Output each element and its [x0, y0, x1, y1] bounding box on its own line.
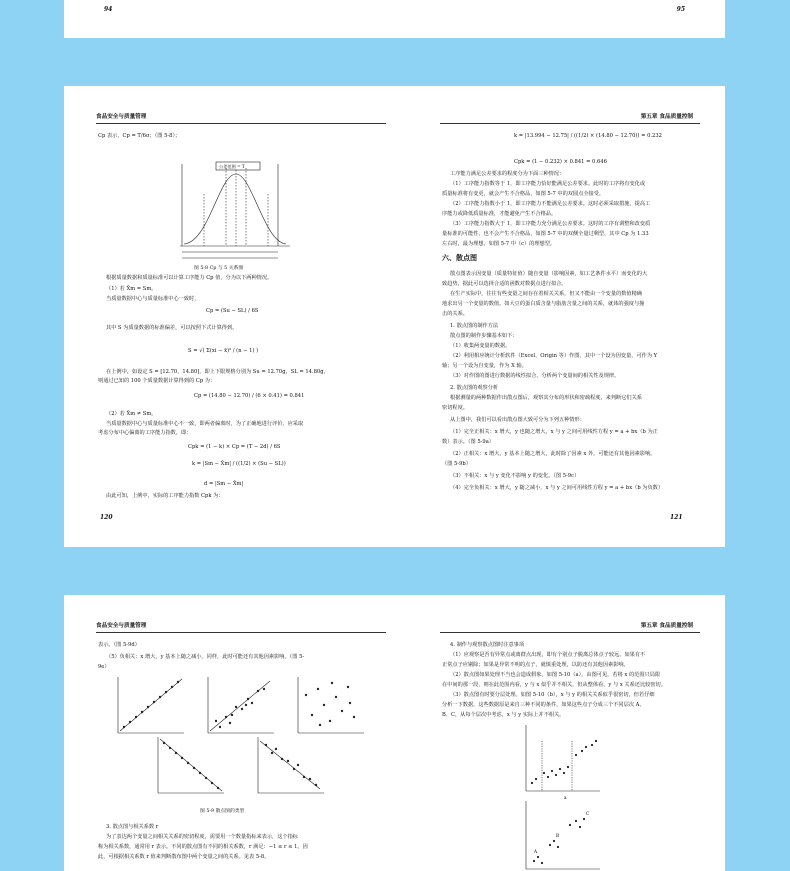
- right-formula-0: k = |13.994 − 12.75| / ((1/2) × (14.80 − 12.70)) = 0.232: [514, 133, 662, 139]
- page-number-95: 95: [676, 6, 685, 13]
- left-line-1: 根据质量数据和质量标准可以计算工序能力 Cp 值，分为以下两种情况。: [106, 275, 273, 281]
- left-header-rule: [96, 123, 386, 124]
- right2-line-12: 根据测量的两种数据作出散点图后，观察其分布的形状和密疏程度，来判断它们关系: [450, 395, 642, 401]
- right2-line-5: 1. 散点图的制作方法: [450, 323, 499, 329]
- right2-line-14: 从上图中，我们可以看出散点图大致可分为下列五种情形：: [450, 417, 585, 423]
- right2-line-6: 散点图的制作步骤基本如下：: [450, 333, 518, 339]
- right2-line-8: （2）利用相应统计分析软件（Excel、Origin 等）作图，其中一个设为因变量，可作为 Y: [450, 353, 658, 359]
- panel-c-points: [305, 682, 355, 726]
- s3-right-line-5: （3）散点图有时要分层处理。如图 5-10（b），x 与 y 的相关关系似乎很密切，但若仔细: [450, 692, 655, 698]
- s3-left-line-1: （5）负相关：x 增大，y 基本上随之减小。同样，此时可能还有其他因素影响。（图 5-: [106, 654, 305, 660]
- s3-left-after-1: 为了表达两个变量之间相关关系的密切程度，需要用一个数量指标来表示，这个指标: [106, 834, 298, 840]
- spread-3: [64, 595, 725, 871]
- right-line-6: 量标准的可能性，也不会产生不合格品，如图 5-7 中的双侧全量过剩型，其中 Cp 为 1.33: [442, 231, 649, 237]
- right-line-2: 质量标准将有变更，就会产生不合格品，如图 5-7 中的双圆点全接受。: [442, 191, 605, 197]
- right2-line-0: 散点图表示因变量（质量特征值）随自变量（影响因素，如工艺条件水平）而变化的大: [450, 271, 648, 277]
- s3-right-line-3: （2）散点图如果处理不当也会造成假象。如图 5-10（a），由图可见，若将 x 的范围只局限: [450, 672, 661, 678]
- right-header-rule: [440, 632, 700, 633]
- fig-label-C: C: [586, 811, 590, 816]
- right-header-rule: [440, 123, 700, 124]
- right-formula-1: Cpk = (1 − 0.232) × 0.841 = 0.646: [514, 159, 607, 165]
- s3-left-after-2: 称为相关系数，通常用 r 表示。不同的散点图有不同的相关系数，r 满足：−1 ≤ r ≤ 1。因: [98, 844, 308, 850]
- left-line-12: 考虑分布中心偏离的工序能力指数，即：: [98, 430, 192, 436]
- spread-1: [64, 0, 725, 38]
- left-line-5: 其中 S 为质量数据的标准偏差，可以按照下式计算得到。: [106, 325, 238, 331]
- fig-label-a: a: [564, 795, 567, 800]
- figure-5-10: [520, 721, 620, 871]
- left-running-header: 食品安全与质量管理: [96, 623, 147, 629]
- figure-tolerance-label: 公差范围 = T: [219, 164, 245, 169]
- right2-line-2: 在生产实际中，往往有些变量之间存在着相关关系，但又不能由一个变量的数值精确: [450, 291, 642, 297]
- panel-d-points: [163, 742, 219, 789]
- right2-line-4: 击的关系。: [442, 311, 468, 317]
- left-line-7: 在上例中，如设定 S = [12.70，14.80]，即上下限规格分别为 Su = 12.70g，SL = 14.80g，: [106, 369, 329, 375]
- panel-a-points: [123, 681, 179, 728]
- right2-line-11: 2. 散点图的观察分析: [450, 385, 499, 391]
- s3-right-line-2: 正常点子应剔除；如果是异常不明的点子，就慎重处理，以防还有其他因素影响。: [442, 662, 629, 668]
- left-line-13: Cpk = (1 − k) × Cp = (T − 2d) / 6S: [188, 444, 281, 450]
- s3-left-line-2: 9e）: [98, 664, 110, 670]
- right2-line-10: （3）对作图的图进行数据的线性拟合，分析两个变量间的相关性及规律。: [450, 373, 620, 379]
- s3-right-line-1: （1）应观察是否有异常点或离群点出现，即有个别点子脱离总体点子较远。如果有不: [450, 652, 646, 658]
- page-number-120: 120: [100, 514, 113, 521]
- s3-left-after-0: 3. 散点图与相关系数 r: [106, 824, 159, 830]
- s3-left-line-0: 表示。（图 5-9d）: [98, 642, 140, 648]
- left-line-11: 当质量数据中心与质量标准中心不一致，即两者偏离时，为了正确地进行评价，应采取: [106, 421, 304, 427]
- right2-line-18: （图 5-9b）: [442, 461, 471, 467]
- right-line-5: （3）工序能力指数大于 1，即工序能力充分满足公差要求。这时的工序有调整和改变质: [450, 221, 651, 227]
- figure-5-9-caption: 图 5-9 散点图的类型: [200, 809, 245, 814]
- panel-e-points: [265, 744, 317, 786]
- right2-line-17: （2）正相关：x 增大，y 基本上随之增大，此时除了因素 x 外，可能还有其他因素影响。: [450, 451, 656, 457]
- left-line-0: Cp 表示，Cp = T/6σ；（图 5-8）；: [98, 133, 181, 139]
- s3-right-line-7: B、C，从每个层次中考虑，x 与 y 实际上并不相关。: [442, 712, 565, 718]
- left-line-10: （2）若 X̄m ≠ Sm。: [106, 411, 157, 417]
- s3-right-line-0: 4. 制作与观察散点图时注意事项: [450, 642, 525, 648]
- left-line-9: Cp = (14.80 − 12.70) / (6 × 0.41) = 0.841: [194, 393, 305, 399]
- spread-2: [64, 86, 725, 547]
- right-running-header: 第五章 食品质量控制: [640, 114, 693, 120]
- fig-label-A: A: [534, 849, 538, 854]
- right-running-header: 第五章 食品质量控制: [640, 623, 693, 629]
- scatter-types-figure: [106, 675, 376, 795]
- panel-b-points: [215, 688, 265, 728]
- s3-right-line-4: 在中间的那一段，则在此范围内看，y 与 x 似乎并不相关，但从整体看，y 与 x 关系还比较密切。: [442, 682, 666, 688]
- section-title-scatter: 六、散点图: [442, 253, 477, 262]
- page-number-94: 94: [104, 6, 113, 13]
- right2-line-1: 致趋势，据此可以选择合适的函数对数据点进行拟合。: [442, 281, 567, 287]
- left-line-14: k = |Sm − X̄m| / ((1/2) × (Su − SL)): [192, 461, 286, 467]
- right2-line-9: 轴；另一个设为自变量，作为 X 轴。: [442, 363, 527, 369]
- left-line-4: Cp = (Su − SL) / 6S: [206, 308, 259, 314]
- right-line-4: 序能力或降低质量标准，才能避免产生不合格品。: [442, 211, 557, 217]
- right2-line-16: 数）表示。（图 5-9a）: [442, 439, 494, 445]
- s3-right-line-6: 分析一下数据，这些数据原是来自三种不同的条件，如果这些点子分成三个不同层次 A、: [442, 702, 645, 708]
- left-line-6: S = √( Σ(xi − x̄)² / (n − 1) ): [188, 348, 259, 354]
- cp-normal-curve-figure: [174, 154, 294, 262]
- figure-5-8-caption: 图 5-8 Cp 与 5 关系图: [194, 266, 244, 271]
- right2-line-15: （1）完全正相关：x 增大，y 也随之增大，x 与 y 之间可用线性方程 y = a + bx（b 为正: [450, 429, 658, 435]
- right2-line-7: （1）收集两变量的数据。: [450, 343, 511, 349]
- page-number-121: 121: [670, 514, 683, 521]
- left-line-2: （1）若 X̄m = Sm。: [106, 286, 157, 292]
- fig-label-B: B: [556, 833, 560, 838]
- right-line-1: （1）工序能力指数等于 1，即工序能力恰好能满足公差要求。此时的工序将有变化或: [450, 181, 646, 187]
- right-line-7: 左右时，最为理想，如图 5-7 中（c）的理想型。: [442, 241, 556, 247]
- right-line-0: 工序能力满足公差要求的程度分为下面三种情况：: [450, 171, 565, 177]
- s3-left-after-3: 此，可根据相关系数 r 值来判断散布图中两个变量之间的关系。见表 5-8。: [98, 854, 270, 860]
- right2-line-20: （4）完全负相关：x 增大，y 随之减小，x 与 y 之间可用线性方程 y = a + bx（b 为负数）: [450, 485, 664, 491]
- left-header-rule: [96, 632, 386, 633]
- left-line-15: d = |Sm − X̄m|: [204, 481, 244, 487]
- right2-line-13: 密切程度。: [442, 405, 468, 411]
- right2-line-3: 地求出另一个变量的数值。如大豆的蛋白质含量与脂肪含量之间的关系，就体的强度与撞: [442, 301, 645, 307]
- left-line-3: 当质量数据中心与质量标准中心一致时，: [106, 296, 200, 302]
- right-line-3: （2）工序能力指数小于 1，即工序能力不能满足公差要求。这时必须采取措施，提高工: [450, 201, 651, 207]
- left-line-16: 由此可知，上例中，实际的工序能力指数 Cpk 为：: [106, 493, 224, 499]
- left-line-8: 则通过已知的 100 个质量数据计算得到的 Cp 为：: [98, 378, 216, 384]
- right2-line-19: （3）不相关：x 与 y 变化不影响 y 的变化。（图 5-9c）: [450, 473, 580, 479]
- left-running-header: 食品安全与质量管理: [96, 114, 147, 120]
